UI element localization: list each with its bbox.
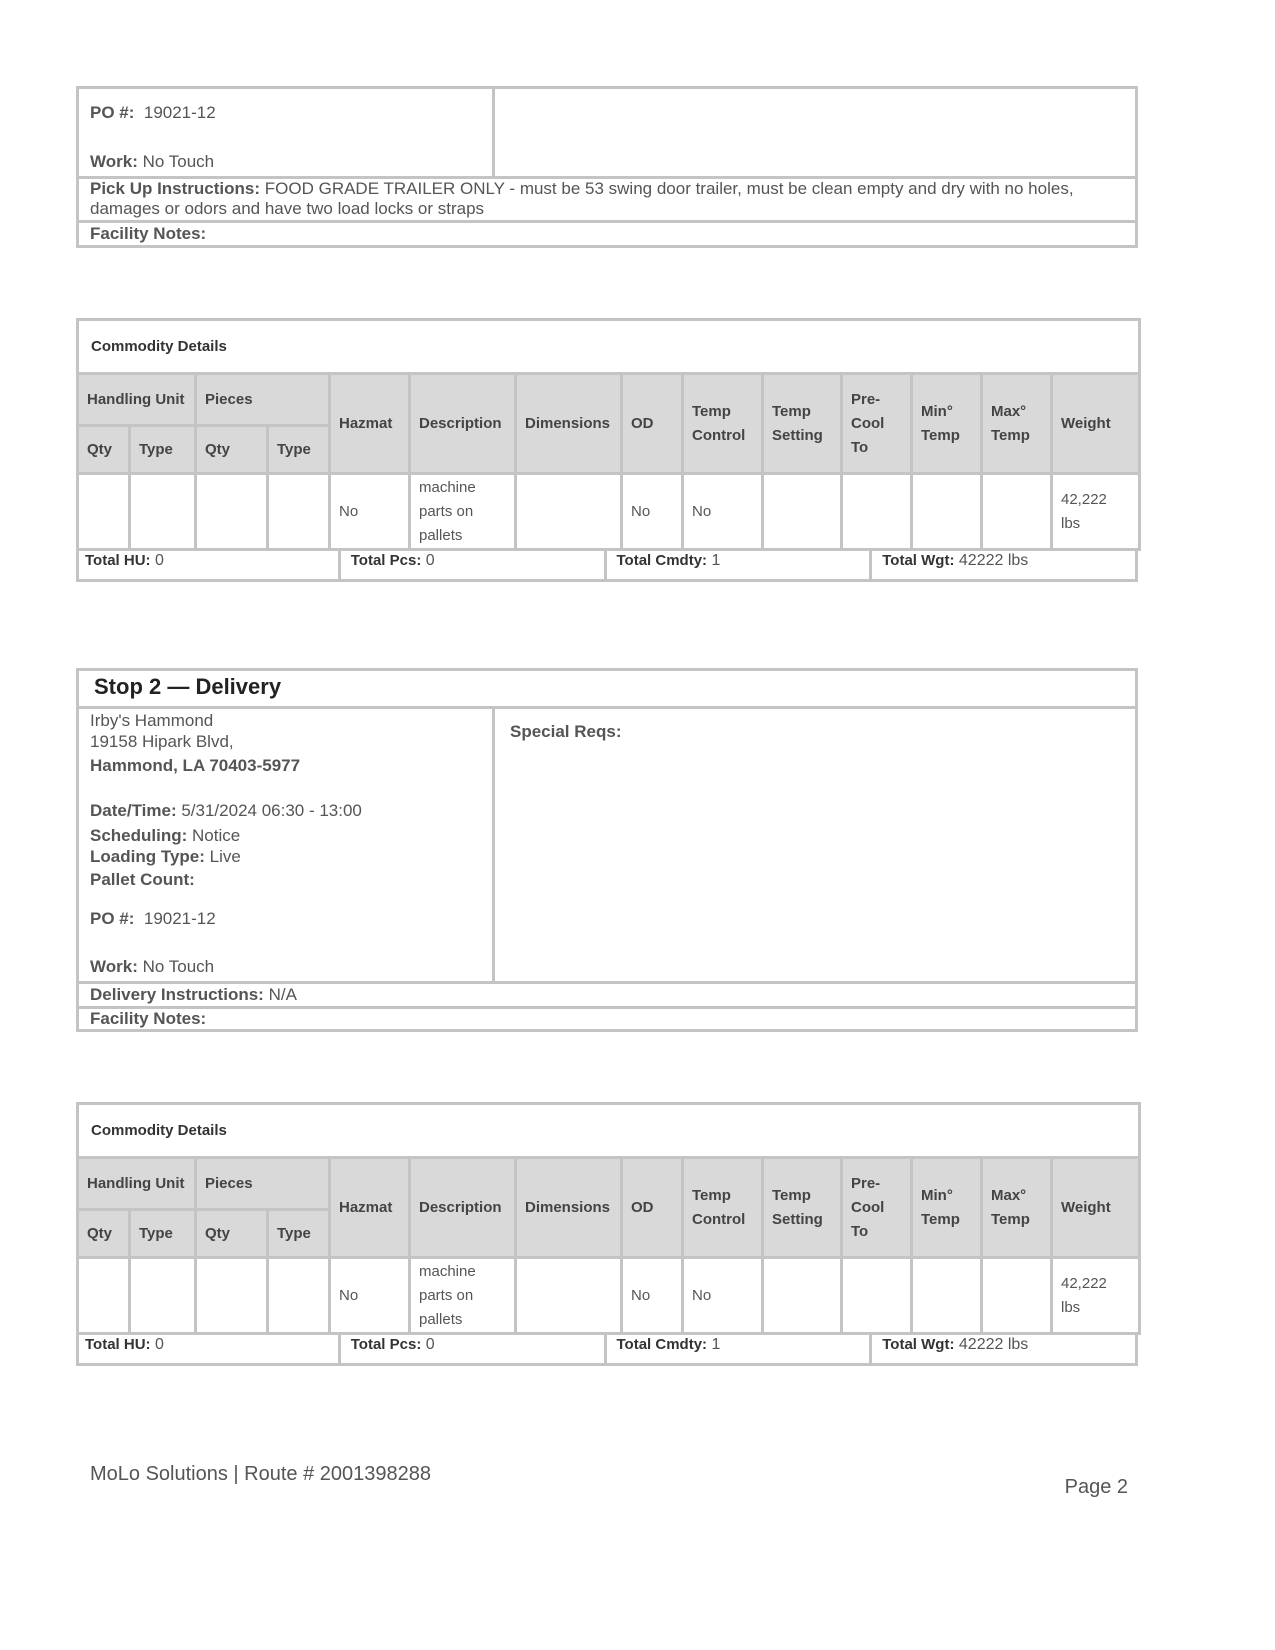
commodity-totals-2 [76,1332,1138,1366]
header-pc-type: Type [268,426,330,474]
stop1-divider [492,86,495,178]
header-hu-qty: Qty [78,426,130,474]
header-hazmat: Hazmat [330,1158,410,1258]
header-od: OD [622,1158,683,1258]
stop2-delivery-instructions: Delivery Instructions: N/A [90,985,297,1004]
header-weight: Weight [1052,374,1140,474]
header-min-temp: Min° Temp [912,374,982,474]
header-description: Description [410,1158,516,1258]
cell-description: machine parts on pallets [410,474,516,550]
total-wgt: Total Wgt: 42222 lbs [882,552,1029,569]
stop2-divider [492,706,495,983]
cell-weight: 42,222 lbs [1052,1258,1140,1334]
total-pcs: Total Pcs: 0 [341,1332,607,1363]
total-cmdty: Total Cmdty: 1 [607,1332,873,1363]
header-max-temp: Max° Temp [982,1158,1052,1258]
stop2-special-reqs: Special Reqs: [510,722,622,741]
header-handling-unit: Handling Unit [78,374,196,426]
cell-dimensions [516,1258,622,1334]
cell-temp-setting [763,474,842,550]
header-dimensions: Dimensions [516,1158,622,1258]
header-temp-setting: Temp Setting [763,1158,842,1258]
cell-hu-qty [78,1258,130,1334]
stop2-name: Irby's Hammond [90,711,214,730]
stop2-work: Work: No Touch [90,957,215,976]
cell-pc-type [268,474,330,550]
commodity-totals-1 [76,548,1138,582]
header-description: Description [410,374,516,474]
cell-temp-control: No [683,474,763,550]
stop1-facility-notes: Facility Notes: [90,224,207,243]
cell-min-temp [912,1258,982,1334]
cell-description: machine parts on pallets [410,1258,516,1334]
total-hu: Total HU: 0 [79,548,341,579]
cell-hu-type [130,474,196,550]
stop1-box [76,86,1138,248]
cell-min-temp [912,474,982,550]
cell-pre-cool [842,474,912,550]
header-pre-cool: Pre-Cool To [842,374,912,474]
total-wgt: Total Wgt: 42222 lbs [882,1336,1029,1353]
table-row [78,474,1140,550]
stop2-datetime: Date/Time: 5/31/2024 06:30 - 13:00 [90,801,362,820]
cell-max-temp [982,1258,1052,1334]
stop1-work: Work: No Touch [90,152,215,171]
stop2-heading: Stop 2 — Delivery [94,674,282,699]
stop2-po: PO #: 19021-12 [90,909,216,928]
cell-dimensions [516,474,622,550]
cell-od: No [622,474,683,550]
header-min-temp: Min° Temp [912,1158,982,1258]
stop2-loading-type: Loading Type: Live [90,847,241,866]
total-pcs: Total Pcs: 0 [341,548,607,579]
cell-od: No [622,1258,683,1334]
cell-temp-control: No [683,1258,763,1334]
total-cmdty: Total Cmdty: 1 [607,548,873,579]
header-pre-cool: Pre-Cool To [842,1158,912,1258]
footer-route: MoLo Solutions | Route # 2001398288 [90,1463,432,1485]
cell-hu-type [130,1258,196,1334]
cell-hu-qty [78,474,130,550]
header-hu-type: Type [130,1210,196,1258]
commodity-table-2 [76,1102,1141,1335]
stop1-po: PO #: 19021-12 [90,103,216,122]
header-weight: Weight [1052,1158,1140,1258]
header-pc-type: Type [268,1210,330,1258]
cell-hazmat: No [330,1258,410,1334]
stop2-city: Hammond, LA 70403-5977 [90,756,301,775]
cell-pc-qty [196,1258,268,1334]
commodity-title: Commodity Details [78,1104,1140,1158]
table-row [78,1258,1140,1334]
stop2-address: 19158 Hipark Blvd, [90,732,234,751]
stop2-pallet-count: Pallet Count: [90,870,195,889]
stop1-hline-2 [76,220,1138,223]
header-hazmat: Hazmat [330,374,410,474]
stop2-hline-2 [76,1006,1138,1009]
header-hu-qty: Qty [78,1210,130,1258]
header-handling-unit: Handling Unit [78,1158,196,1210]
cell-max-temp [982,474,1052,550]
header-pieces: Pieces [196,374,330,426]
stop2-hline-heading [76,706,1138,709]
cell-hazmat: No [330,474,410,550]
total-hu: Total HU: 0 [79,1332,341,1363]
header-temp-control: Temp Control [683,1158,763,1258]
stop2-facility-notes: Facility Notes: [90,1009,207,1028]
header-temp-setting: Temp Setting [763,374,842,474]
cell-pc-qty [196,474,268,550]
header-od: OD [622,374,683,474]
page-number: Page 2 [1064,1476,1128,1498]
cell-temp-setting [763,1258,842,1334]
header-temp-control: Temp Control [683,374,763,474]
commodity-title: Commodity Details [78,320,1140,374]
stop2-scheduling: Scheduling: Notice [90,826,241,845]
stop1-pickup-instructions: Pick Up Instructions: FOOD GRADE TRAILER ONLY - must be 53 swing door trailer, must be clean empty and dry with no holes, damages or odors and have two load locks or straps [90,179,1074,218]
commodity-table-1 [76,318,1141,551]
header-max-temp: Max° Temp [982,374,1052,474]
cell-pc-type [268,1258,330,1334]
header-hu-type: Type [130,426,196,474]
header-pc-qty: Qty [196,426,268,474]
header-pieces: Pieces [196,1158,330,1210]
cell-pre-cool [842,1258,912,1334]
header-pc-qty: Qty [196,1210,268,1258]
cell-weight: 42,222 lbs [1052,474,1140,550]
header-dimensions: Dimensions [516,374,622,474]
